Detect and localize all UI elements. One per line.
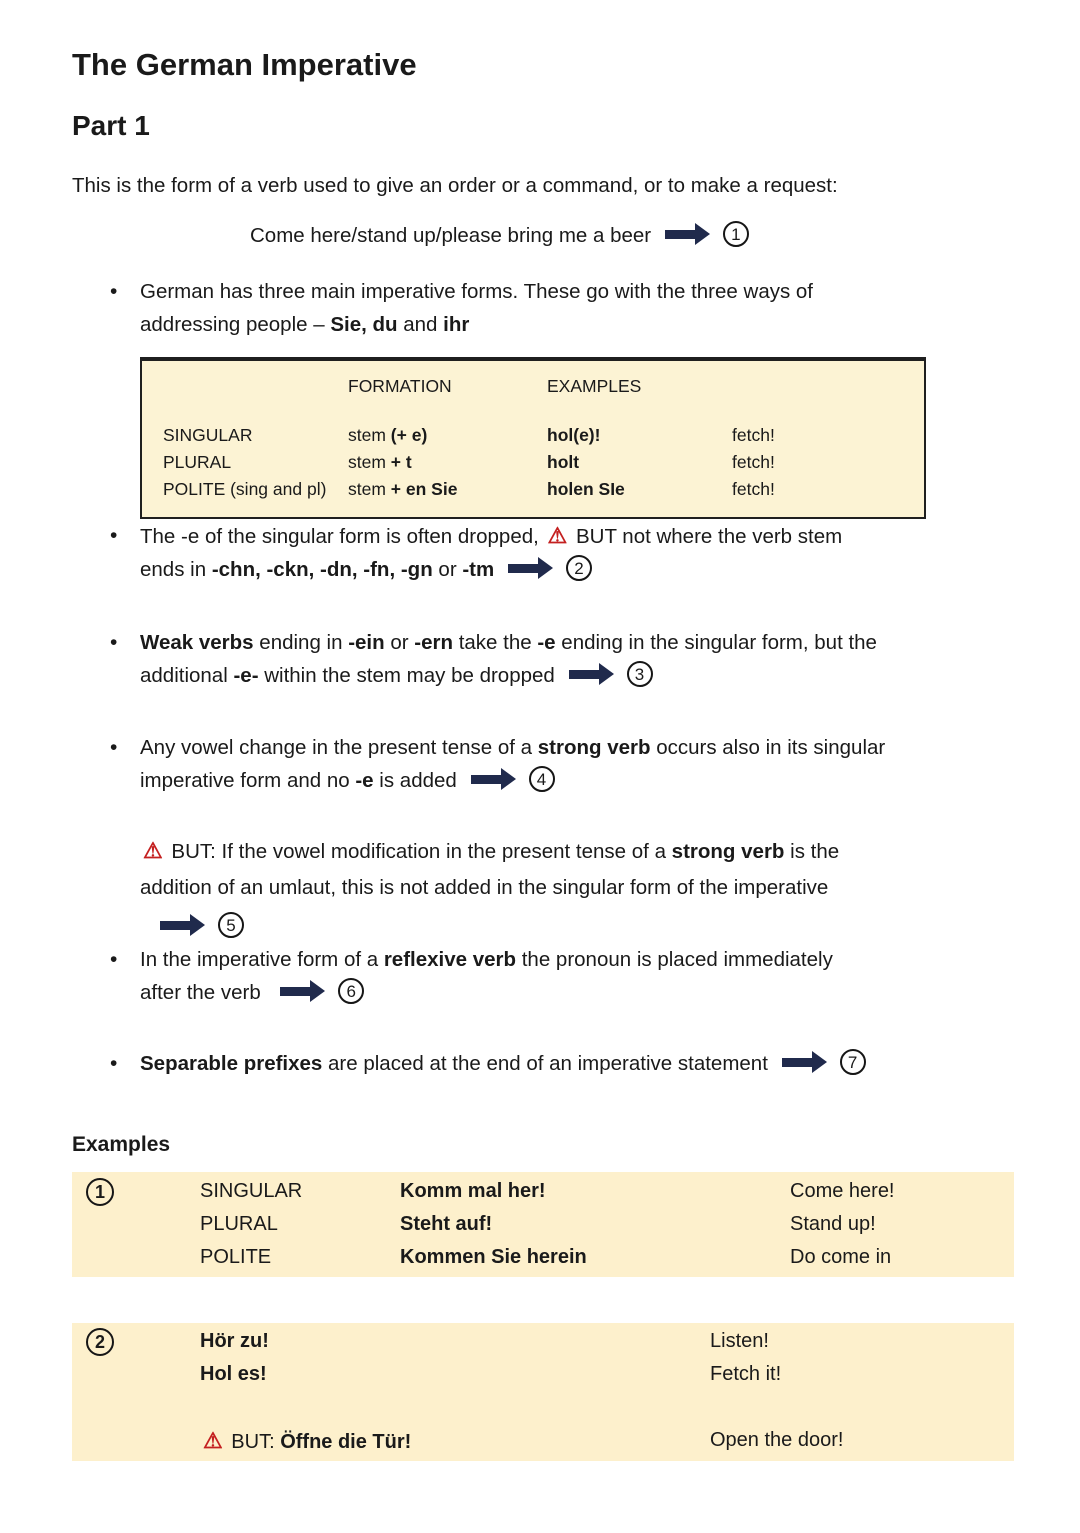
text-run: + t — [390, 451, 412, 472]
text-run: strong verb — [537, 735, 651, 759]
circled-number-6: 6 — [338, 978, 364, 1004]
table-cell-example: holen SIe — [547, 478, 625, 499]
text-run: are placed at the end of an imperative statement — [322, 1051, 774, 1075]
formation-table — [140, 357, 926, 519]
bullet-list-rules — [72, 519, 1014, 797]
text-run: ending in the singular form, but the — [555, 630, 877, 654]
english-translation: Listen! — [710, 1329, 769, 1352]
example-row — [72, 1208, 1014, 1241]
table-cell-example: holt — [547, 451, 580, 472]
bullet-imperative-forms — [72, 275, 1014, 341]
text-run: addressing people – — [140, 312, 331, 336]
example-row — [72, 1241, 1014, 1274]
example-row — [72, 1325, 1014, 1358]
circled-number-5: 5 — [218, 912, 244, 938]
table-header-examples: EXAMPLES — [547, 375, 642, 396]
arrow-right-icon — [665, 223, 710, 245]
examples-heading: Examples — [72, 1132, 171, 1156]
german-phrase: Komm mal her! — [400, 1179, 546, 1202]
umlaut-note-reference — [72, 910, 1014, 943]
number-cell — [72, 1325, 200, 1358]
text-run: the pronoun is placed immediately — [516, 947, 833, 971]
text-run: -ern — [414, 630, 454, 654]
text-run: strong verb — [671, 839, 785, 863]
text-run: or — [384, 630, 415, 654]
bullet-e-dropped — [72, 519, 1014, 586]
english-translation: Come here! — [790, 1179, 895, 1202]
table-row-polite — [142, 476, 924, 503]
circled-number-1: 1 — [723, 221, 749, 247]
text-run: after the verb — [140, 980, 273, 1004]
german-phrase: Hör zu! — [200, 1329, 269, 1352]
german-phrase: Kommen Sie herein — [400, 1245, 587, 1268]
text-run: Sie, du — [330, 312, 398, 336]
german-phrase: Hol es! — [200, 1362, 267, 1385]
circled-number-4: 4 — [529, 766, 555, 792]
table-cell-example: hol(e)! — [547, 424, 601, 445]
number-cell — [72, 1358, 200, 1391]
person-label: PLURAL — [200, 1212, 278, 1235]
text-run: -e — [537, 630, 556, 654]
table-cell-label: PLURAL — [163, 451, 232, 472]
circled-number-7: 7 — [840, 1049, 866, 1075]
text-run: The -e of the singular form is often dropped, — [140, 524, 545, 548]
table-cell-label: POLITE (sing and pl) — [163, 478, 327, 499]
table-cell-formation — [348, 422, 547, 449]
text-run: and — [397, 312, 444, 336]
arrow-right-icon — [569, 663, 614, 685]
bullet-reflexive-verb — [72, 943, 1014, 1009]
number-cell — [72, 1424, 200, 1459]
table-header-empty-2 — [732, 373, 924, 400]
text-run: stem — [348, 424, 391, 445]
example-row-but — [72, 1424, 1014, 1459]
text-run: -e- — [233, 663, 259, 687]
arrow-right-icon — [782, 1051, 827, 1073]
person-label: POLITE — [200, 1245, 272, 1268]
text-run: reflexive verb — [383, 947, 517, 971]
english-translation: Do come in — [790, 1245, 892, 1268]
arrow-right-icon — [471, 768, 516, 790]
text-run: Come here/stand up/please bring me a beer — [250, 223, 657, 247]
table-cell-formation — [348, 476, 547, 503]
table-cell-translation: fetch! — [732, 451, 775, 472]
text-run — [494, 558, 500, 581]
text-run: Any vowel change in the present tense of a — [140, 735, 538, 759]
text-run: + en Sie — [390, 478, 458, 499]
circled-number-2: 2 — [566, 555, 592, 581]
text-run: -e — [355, 768, 374, 792]
example-box-1 — [72, 1172, 1014, 1277]
text-run: is added — [373, 768, 463, 792]
text-run: Öffne die Tür! — [280, 1430, 412, 1453]
german-phrase-with-warning — [200, 1424, 710, 1459]
table-cell-formation — [348, 449, 547, 476]
text-run: ending in — [253, 630, 349, 654]
number-cell — [72, 1175, 200, 1208]
bullet-weak-verbs — [72, 626, 1014, 692]
circled-number-2: 2 — [86, 1328, 114, 1356]
umlaut-note — [72, 833, 1014, 906]
text-run: occurs also in its singular — [650, 735, 886, 759]
example-row — [72, 1358, 1014, 1391]
text-run: (+ e) — [390, 424, 428, 445]
text-run: -chn, -ckn, -dn, -fn, -gn — [211, 557, 433, 581]
example-box-2 — [72, 1323, 1014, 1461]
table-header-empty — [163, 373, 348, 400]
page-title: The German Imperative — [72, 47, 417, 82]
table-row-singular — [142, 422, 924, 449]
text-run: BUT: — [225, 1430, 281, 1453]
english-translation: Open the door! — [710, 1428, 844, 1451]
text-run: Separable prefixes — [140, 1051, 323, 1075]
text-run: imperative form and no — [140, 768, 356, 792]
text-run: addition of an umlaut, this is not added in the singular form of the imperative — [140, 875, 829, 899]
warning-icon: ⚠ — [143, 837, 163, 863]
text-run: Weak verbs — [140, 630, 254, 654]
german-phrase: Steht auf! — [400, 1212, 493, 1235]
bullet-separable-prefixes — [72, 1047, 1014, 1080]
number-cell — [72, 1241, 200, 1274]
table-header-row — [142, 373, 924, 400]
bullet-list-top — [72, 275, 1014, 341]
warning-icon: ⚠ — [547, 522, 568, 548]
text-run: -tm — [462, 557, 495, 581]
example-row — [72, 1175, 1014, 1208]
text-run: German has three main imperative forms. These go with the three ways of — [140, 279, 814, 303]
bullet-strong-verbs — [72, 731, 1014, 797]
text-run: BUT not where the verb stem — [570, 524, 843, 548]
table-cell-translation: fetch! — [732, 424, 775, 445]
text-run: stem — [348, 451, 391, 472]
english-translation: Stand up! — [790, 1212, 876, 1235]
table-cell-label: SINGULAR — [163, 424, 253, 445]
table-header-formation: FORMATION — [348, 375, 452, 396]
text-run: -ein — [348, 630, 385, 654]
text-run: ihr — [443, 312, 470, 336]
number-cell — [72, 1208, 200, 1241]
warning-icon: ⚠ — [203, 1427, 223, 1453]
text-run: stem — [348, 478, 391, 499]
intro-text: This is the form of a verb used to give an order or a command, or to make a request: — [72, 173, 838, 197]
arrow-right-icon — [508, 557, 553, 579]
example-sentence-line — [72, 219, 1014, 252]
text-run: or — [432, 557, 463, 581]
text-run: In the imperative form of a — [140, 947, 384, 971]
table-row-plural — [142, 449, 924, 476]
text-run: take the — [453, 630, 538, 654]
text-run: BUT: If the vowel modification in the present tense of a — [165, 839, 672, 863]
bullet-list-bottom — [72, 943, 1014, 1080]
text-run: ends in — [140, 557, 212, 581]
circled-number-1: 1 — [86, 1178, 114, 1206]
text-run: within the stem may be dropped — [258, 663, 561, 687]
part-heading: Part 1 — [72, 110, 150, 142]
arrow-right-icon — [160, 914, 205, 936]
text-run: is the — [784, 839, 840, 863]
english-translation: Fetch it! — [710, 1362, 782, 1385]
person-label: SINGULAR — [200, 1179, 303, 1202]
circled-number-3: 3 — [627, 661, 653, 687]
example-row-spacer — [72, 1391, 1014, 1424]
arrow-right-icon — [280, 980, 325, 1002]
table-cell-translation: fetch! — [732, 478, 775, 499]
text-run: additional — [140, 663, 234, 687]
